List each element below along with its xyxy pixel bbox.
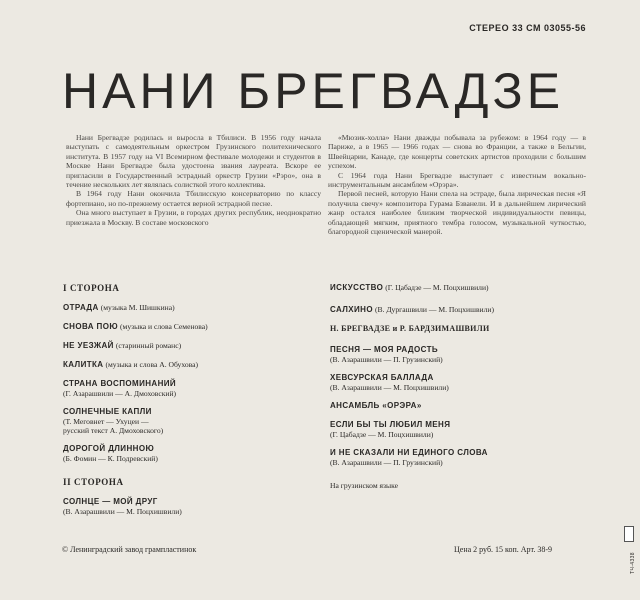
track-item — [330, 420, 610, 439]
track-item — [63, 360, 343, 370]
track-item — [330, 373, 610, 392]
track-credit: (Т. Меговнет — Ухуцеи — — [63, 417, 149, 426]
track-credit: (старинный романс) — [115, 341, 182, 350]
track-credit-line2: русский текст А. Дмоховского) — [63, 426, 164, 435]
track-title: ДОРОГОЙ ДЛИННОЮ — [63, 444, 155, 453]
track-item — [330, 345, 610, 364]
tracklist-right — [330, 283, 610, 490]
track-credit: (музыка и слова А. Обухова) — [105, 360, 199, 369]
side-one-heading: I СТОРОНА — [63, 283, 120, 293]
track-title: СТРАНА ВОСПОМИНАНИЙ — [63, 379, 177, 388]
track-title: АНСАМБЛЬ «ОРЭРА» — [330, 401, 422, 410]
bio-paragraph: Она много выступает в Грузии, в городах других республик, неоднократно приезжала в Москву. В составе московского — [66, 208, 321, 227]
bio-paragraph: Нани Брегвадзе родилась и выросла в Тбилиси. В 1956 году начала выступать с самодеятельным оркестром Грузинского политехнического института. В 1957 году на VI Всемирном фестивале молодежи и студентов в Москве Нани Брегвадзе была удостоена звания лауреата. Вскоре ее пригласили в Государственный эстрадный оркестр Грузии «Рэро», она в течение нескольких лет являлась солисткой этого коллектива. — [66, 133, 321, 190]
track-credit: (музыка и слова Семенова) — [119, 322, 208, 331]
stamp-mark — [624, 526, 634, 542]
track-item — [63, 303, 343, 313]
track-credit: (В. Азарашвили — П. Грузинский) — [330, 458, 443, 467]
manufacturer-line: © Ленинградский завод грампластинок — [62, 545, 197, 554]
track-title: ОТРАДА — [63, 303, 99, 312]
track-item — [63, 379, 343, 398]
track-title: СОЛНЦЕ — МОЙ ДРУГ — [63, 497, 158, 506]
side-two-heading: II СТОРОНА — [63, 477, 124, 487]
spine-code: ТЧ-4338 — [630, 552, 636, 574]
track-credit: (В. Азарашвили — М. Поцхишвили) — [63, 507, 182, 516]
bio-right-column — [328, 133, 586, 236]
tracklist-left — [63, 283, 343, 525]
track-item — [330, 401, 610, 411]
track-title: ХЕВСУРСКАЯ БАЛЛАДА — [330, 373, 434, 382]
performers-line: Н. БРЕГВАДЗЕ и Р. БАРДЗИМАШВИЛИ — [330, 324, 490, 333]
track-title: ПЕСНЯ — МОЯ РАДОСТЬ — [330, 345, 439, 354]
track-title: И НЕ СКАЗАЛИ НИ ЕДИНОГО СЛОВА — [330, 448, 488, 457]
bio-left-column — [66, 133, 321, 227]
track-title: СОЛНЕЧНЫЕ КАПЛИ — [63, 407, 152, 416]
bio-paragraph: С 1964 года Нани Брегвадзе выступает с известным вокально-инструментальным ансамблем «Орэра». — [328, 170, 586, 190]
bio-paragraph: Первой песней, которую Нани спела на эстраде, была лирическая песня «Я получила свечу» композитора Гурама Бзванели. И в дальнейшем лирический жанр остался наиболее близким творческой индивидуальности певицы, обладающей мягким, приятного тембра голосом, музыкальной чуткостью, благородной сценической манерой. — [328, 189, 586, 237]
track-title: НЕ УЕЗЖАЙ — [63, 341, 114, 350]
track-item — [63, 322, 343, 332]
track-credit: (Б. Фомин — К. Подревский) — [63, 454, 158, 463]
track-item — [63, 341, 343, 351]
track-credit: (Г. Азарашвили — А. Дмоховский) — [63, 389, 177, 398]
track-item — [63, 407, 343, 435]
bio-paragraph: «Мюзик-холла» Нани дважды побывала за рубежом: в 1964 году — в Париже, а в 1965 — 1966 годах — снова во Франции, а также в Бельгии, Швейцарии, Канаде, где концерты советских артистов проходили с большим успехом. — [328, 133, 586, 171]
catalog-number: СТЕРЕО 33 СМ 03055-56 — [469, 23, 586, 33]
artist-title: НАНИ БРЕГВАДЗЕ — [62, 63, 565, 119]
language-note: На грузинском языке — [330, 481, 398, 490]
track-title: САЛХИНО — [330, 305, 373, 314]
track-title: КАЛИТКА — [63, 360, 104, 369]
track-title: ЕСЛИ БЫ ТЫ ЛЮБИЛ МЕНЯ — [330, 420, 451, 429]
track-item — [330, 448, 610, 467]
track-credit: (В. Азарашвили — П. Грузинский) — [330, 355, 443, 364]
price-line: Цена 2 руб. 15 коп. Арт. 38-9 — [454, 545, 553, 554]
track-item — [330, 283, 610, 293]
track-item — [330, 305, 610, 315]
track-credit: (Г. Цабадзе — М. Поцхишвили) — [385, 283, 489, 292]
bio-paragraph: В 1964 году Нани окончила Тбилисскую консерваторию по классу фортепиано, но по-прежнему остается верной эстрадной песне. — [66, 189, 321, 208]
track-title: СНОВА ПОЮ — [63, 322, 118, 331]
track-credit: (В. Дургашвили — М. Поцхишвили) — [374, 305, 494, 314]
track-credit: (музыка М. Шишкина) — [100, 303, 175, 312]
track-credit: (Г. Цабадзе — М. Поцхишвили) — [330, 430, 434, 439]
track-credit: (В. Азарашвили — М. Поцхишвили) — [330, 383, 449, 392]
track-item — [63, 497, 343, 516]
track-title: ИСКУССТВО — [330, 283, 384, 292]
track-item — [63, 444, 343, 463]
